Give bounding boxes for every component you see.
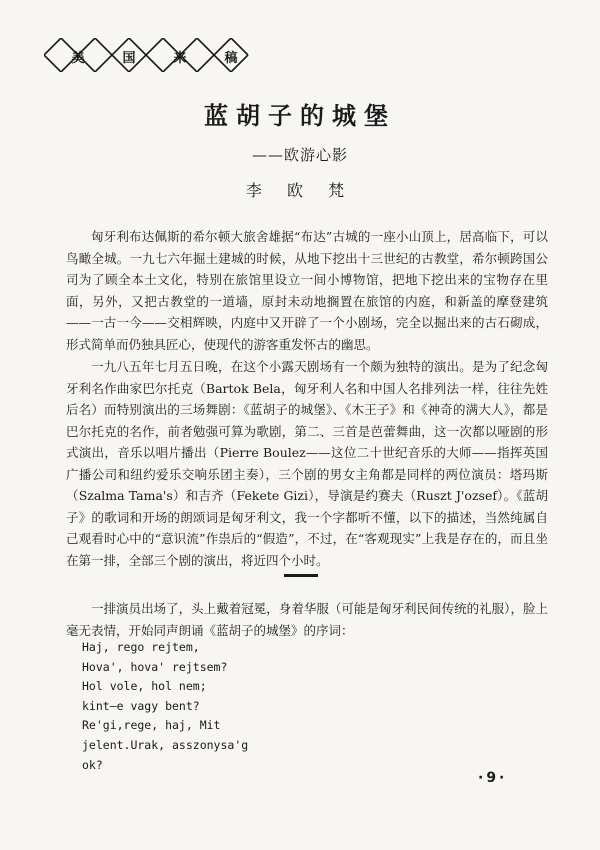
poem-line: jelent.Urak, asszonysa'g [82,737,249,752]
poem-line: Haj, rego rejtem, [82,640,200,654]
column-tag-char: 来 [173,51,187,66]
body-paragraph: 一九八五年七月五日晚，在这个小露天剧场有一个颇为独特的演出。是为了纪念匈牙利名作曲家巴尔托克（Bartok Bela，匈牙利人名和中国人名排列法一样，往往先姓后名）而特别演出的三场舞剧：《蓝胡子的城堡》、《木王子》和《神奇的满大人》，都是巴尔托克的名作，前者勉强可算为歌剧，第二、三首是芭蕾舞曲，这一次都以哑剧的形式演出，音乐以唱片播出（Pierre Boulez——这位二十世纪音乐的大师——指挥英国广播公司和纽约爱乐交响乐团主奏），三个剧的男女主角都是同样的两位演员：塔玛斯（Szalma Tama's）和吉齐（Fekete Gizi），导演是约赛夫（Ruszt J'ozsef）。《蓝胡子》的歌词和开场的朗颂词是匈牙利文，我一个字都听不懂，以下的描述，当然纯属自己观看时心中的“意识流”作祟后的“假造”，不过，在“客观现实”上我是存在的，而且坐在第一排，全部三个剧的演出，将近四个小时。 [66,359,548,568]
column-tag-char: 稿 [224,51,238,66]
article-author: 李 欧 梵 [245,181,355,200]
body-paragraph: 一排演员出场了，头上戴着冠冕，身着华服（可能是匈牙利民间传统的礼服），脸上毫无表情，开始同声朗诵《蓝胡子的城堡》的序词： [66,601,548,638]
column-tag-char: 国 [122,51,136,66]
poem-line: ok? [82,757,103,772]
poem-line: kint—e vagy bent? [82,698,200,713]
poem-line: Hova', hova' rejtsem? [82,659,228,674]
poem-verse [82,638,248,775]
body-paragraph: 匈牙利布达佩斯的希尔顿大旅舍雄据“布达”古城的一座小山顶上，居高临下，可以鸟瞰全城。一九七六年掘土建城的时候，从地下挖出十三世纪的古教堂，希尔顿跨国公司为了顾全本土文化，特别在旅馆里设立一间小博物馆，把地下挖出来的宝物存在里面，另外，又把古教堂的一道墙，原封未动地搁置在旅馆的内庭，和新盖的摩登建筑——一古一今——交相辉映，内庭中又开辟了一个小剧场，完全以掘出来的古石砌成，形式简单而仍独具匠心，使现代的游客重发怀古的幽思。 [66,229,548,352]
article-title: 蓝胡子的城堡 [204,102,396,130]
section-number [284,574,318,577]
poem-line: Hol vole, hol nem; [82,679,207,694]
column-tag-char: 美 [71,51,85,66]
page-number: ·9· [478,770,508,786]
article-subtitle: ——欧游心影 [251,146,348,164]
poem-line: Re'gi,rege, haj, Mit [82,718,221,733]
column-tag [44,38,254,72]
